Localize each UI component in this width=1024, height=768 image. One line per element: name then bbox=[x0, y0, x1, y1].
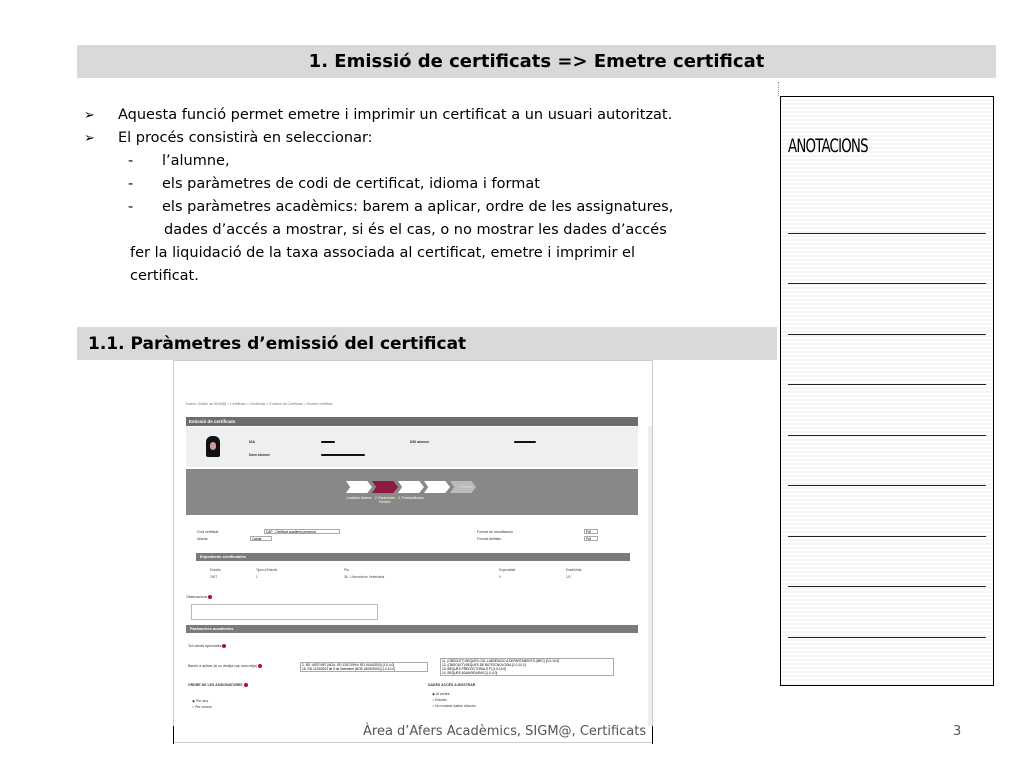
nia-label: NIA bbox=[249, 440, 256, 444]
emission-header: Emissió de certificats bbox=[186, 417, 638, 426]
table-cell: 0 bbox=[499, 575, 501, 579]
table-header: Especialitat bbox=[499, 568, 516, 572]
observacions-label: Observacions bbox=[186, 595, 212, 599]
format-def-select[interactable]: Pdf bbox=[584, 536, 598, 541]
barem-label: Barem a aplicar (si no desitja cap nota mitja) bbox=[188, 664, 268, 668]
notes-title: ANOTACIONS bbox=[788, 135, 868, 157]
idioma-select[interactable]: Català bbox=[250, 536, 272, 541]
aprovades-checkbox[interactable]: Tot només aprovades bbox=[188, 644, 226, 648]
format-def-label: Format definitiu bbox=[477, 537, 502, 541]
format-vis-label: Format de visualització bbox=[477, 530, 513, 534]
note-line bbox=[788, 586, 986, 587]
name-label: Nom alumne bbox=[249, 453, 271, 457]
dash-item: - els paràmetres acadèmics: barem a aplicar, ordre de les assignatures, bbox=[128, 199, 674, 215]
redacted-name bbox=[321, 454, 365, 456]
table-header: Pla bbox=[344, 568, 349, 572]
page-title: 1. Emissió de certificats => Emetre certificat bbox=[77, 45, 996, 78]
note-line bbox=[788, 435, 986, 436]
help-icon[interactable] bbox=[222, 644, 226, 648]
paragraph-line: fer la liquidació de la taxa associada al certificat, emetre i imprimir el bbox=[130, 245, 635, 261]
help-icon[interactable] bbox=[244, 683, 248, 687]
avatar bbox=[206, 436, 220, 457]
note-line bbox=[788, 637, 986, 638]
codi-label: Codi certificat bbox=[197, 530, 219, 534]
observacions-textarea[interactable] bbox=[191, 604, 378, 620]
crop-mark bbox=[173, 726, 174, 744]
step-label: Localitzar Alumne bbox=[346, 496, 372, 500]
note-line bbox=[788, 384, 986, 385]
paragraph-line: certificat. bbox=[130, 268, 199, 284]
breadcrumb: Estem: Gestió de SIGM@ > Certificats > Certificats > Emissió de Certificats > Emetre certificat bbox=[186, 402, 333, 406]
bullet-item: ➢ El procés consistirà en seleccionar: bbox=[84, 127, 764, 150]
footer-text: Àrea d’Afers Acadèmics, SIGM@, Certificats bbox=[363, 724, 647, 739]
dades-label: DADES ACCÉS A MOSTRAR bbox=[428, 683, 476, 687]
redacted-nia bbox=[321, 441, 335, 443]
table-cell: 35 - Llicenciat en Veterinària bbox=[344, 575, 385, 579]
crop-mark bbox=[652, 726, 653, 744]
table-header: Tipus d'Estudis bbox=[256, 568, 278, 572]
student-box bbox=[186, 427, 638, 467]
scrollbar[interactable] bbox=[648, 426, 653, 726]
ordre-option[interactable]: ◉ Per any bbox=[192, 699, 209, 703]
step-label: 5. Emissió bbox=[457, 485, 473, 489]
table-header: Estat/Motiu bbox=[566, 568, 582, 572]
step-label: 2. Paràmetres Emissió bbox=[374, 496, 396, 504]
step-label: 3. Previsualització bbox=[398, 496, 424, 500]
bullet-item: ➢ Aquesta funció permet emetre i imprimir un certificat a un usuari autoritzat. bbox=[84, 104, 764, 127]
idioma-label: Idioma bbox=[197, 537, 208, 541]
dades-option[interactable]: ○ No mostrar dades d'accés bbox=[432, 704, 476, 708]
notes-edge bbox=[778, 82, 781, 96]
arrow-bullet-icon: ➢ bbox=[84, 131, 95, 146]
note-line bbox=[788, 283, 986, 284]
dades-option[interactable]: ○ Estudis bbox=[432, 698, 447, 702]
table-cell: 1 bbox=[256, 575, 258, 579]
format-vis-select[interactable]: Pdf bbox=[584, 529, 598, 534]
page-number: 3 bbox=[953, 724, 962, 739]
table-header: Estudis bbox=[210, 568, 221, 572]
academics-header: Paràmetres acadèmics bbox=[186, 625, 638, 633]
note-line bbox=[788, 233, 986, 234]
notes-panel bbox=[780, 96, 994, 686]
expedients-header: Expedients certificables bbox=[196, 553, 630, 561]
step-2[interactable] bbox=[372, 481, 398, 493]
dades-option[interactable]: ◉ Al centre bbox=[432, 692, 450, 696]
ordre-option[interactable]: ○ Per cursos bbox=[192, 705, 212, 709]
codi-select[interactable]: CAP - Certificat acadèmic personal bbox=[264, 529, 340, 534]
embedded-screenshot bbox=[173, 360, 653, 743]
note-line bbox=[788, 485, 986, 486]
wizard-steps bbox=[186, 469, 638, 515]
table-cell: 1/0 bbox=[566, 575, 571, 579]
section-title: 1.1. Paràmetres d’emissió del certificat bbox=[77, 327, 777, 360]
help-icon[interactable] bbox=[208, 595, 212, 599]
help-icon[interactable] bbox=[258, 664, 262, 668]
redacted-dni bbox=[514, 441, 536, 443]
step-label: 4. Liquidació bbox=[430, 485, 448, 489]
note-line bbox=[788, 334, 986, 335]
dni-label: DNI alumne bbox=[410, 440, 430, 444]
barem-list[interactable]: 2- RD 1497/1987 (NOU. RD 1267/1994 i RD 1044/2003) [1.0-4.0] 15- RD 1125/2003 de 5 de Setembre (BOE 18/09/2003) [1.0-10.0] bbox=[300, 662, 428, 672]
step-3[interactable] bbox=[398, 481, 424, 493]
dash-item: - l’alumne, bbox=[128, 153, 230, 169]
note-line bbox=[788, 536, 986, 537]
ordre-label: ORDRE DE LES ASSIGNATURES bbox=[188, 683, 248, 687]
step-1[interactable] bbox=[346, 481, 372, 493]
intro-text bbox=[84, 104, 764, 288]
barem-available-list[interactable]: 11- (OBSOLET) BEQUES COL.LABORACIO A DEPARTAMENTS (MEC) [0.0-10.0] 12- (OBSOLET) BEQUES DE BIOTECNOLOGIA [1.0-10.0] 13- BEQUES PREDOCTORALS FI [1.0-10.0] 14- BEQUES ADAURIDURAS [1.0-4.0] bbox=[440, 658, 614, 676]
arrow-bullet-icon: ➢ bbox=[84, 108, 95, 123]
table-cell: 2007 bbox=[210, 575, 218, 579]
dash-item: - els paràmetres de codi de certificat, idioma i format bbox=[128, 176, 540, 192]
dash-item-continuation: dades d’accés a mostrar, si és el cas, o no mostrar les dades d’accés bbox=[164, 222, 667, 238]
